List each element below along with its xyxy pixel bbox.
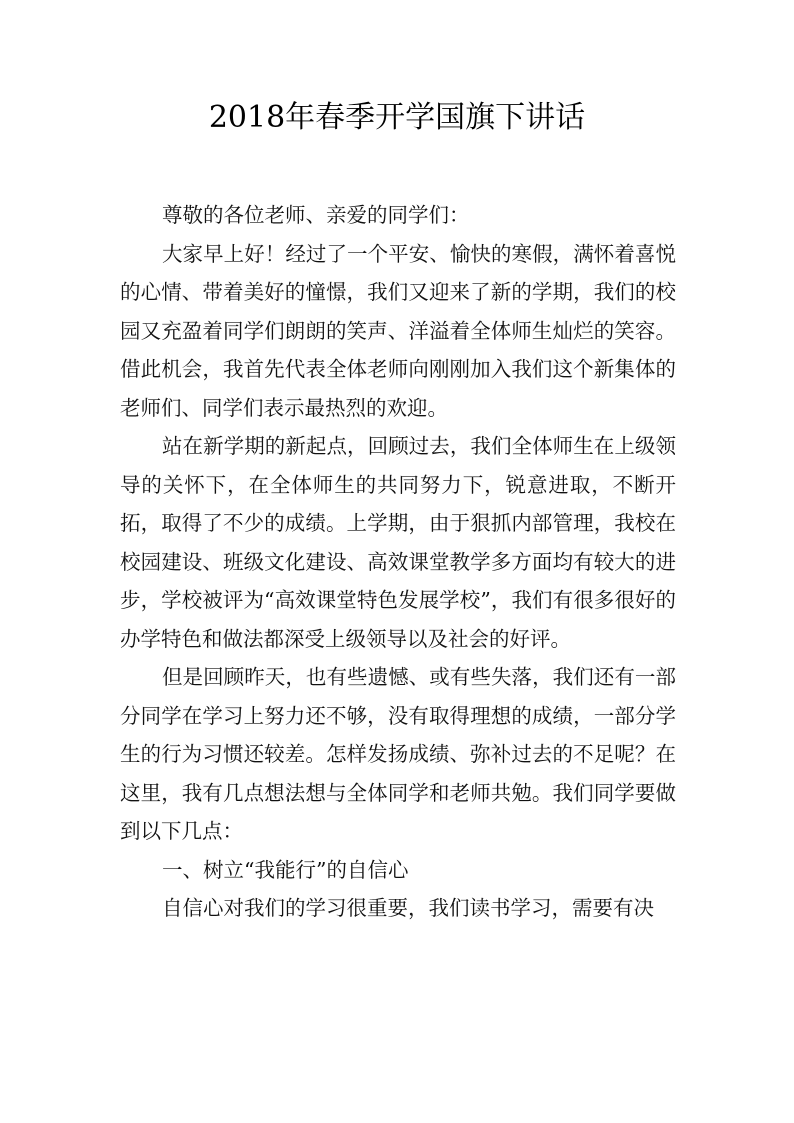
paragraph-review: 站在新学期的新起点，回顾过去，我们全体师生在上级领导的关怀下，在全体师生的共同努力下，锐意进取，不断开拓，取得了不少的成绩。上学期，由于狠抓内部管理，我校在校园建设、班级文化建设、高效课堂教学多方面均有较大的进步，学校被评为“高效课堂特色发展学校”，我们有很多很好的办学特色和做法都深受上级领导以及社会的好评。 bbox=[120, 434, 676, 651]
section-heading-confidence: 一、树立“我能行”的自信心 bbox=[162, 857, 409, 882]
document-body bbox=[120, 196, 676, 928]
paragraph-confidence: 自信心对我们的学习很重要，我们读书学习，需要有决 bbox=[162, 896, 654, 920]
paragraph-shortcomings: 但是回顾昨天，也有些遗憾、或有些失落，我们还有一部分同学在学习上努力还不够，没有取得理想的成绩，一部分学生的行为习惯还较差。怎样发扬成绩、弥补过去的不足呢？在这里，我有几点想法想与全体同学和老师共勉。我们同学要做到以下几点： bbox=[120, 665, 676, 843]
paragraph-greeting: 大家早上好！经过了一个平安、愉快的寒假，满怀着喜悦的心情、带着美好的憧憬，我们又迎来了新的学期，我们的校园又充盈着同学们朗朗的笑声、洋溢着全体师生灿烂的笑容。借此机会，我首先代表全体老师向刚刚加入我们这个新集体的老师们、同学们表示最热烈的欢迎。 bbox=[120, 241, 676, 420]
paragraph-salutation: 尊敬的各位老师、亲爱的同学们： bbox=[162, 203, 470, 227]
document-title: 2018年春季开学国旗下讲话 bbox=[208, 100, 586, 135]
